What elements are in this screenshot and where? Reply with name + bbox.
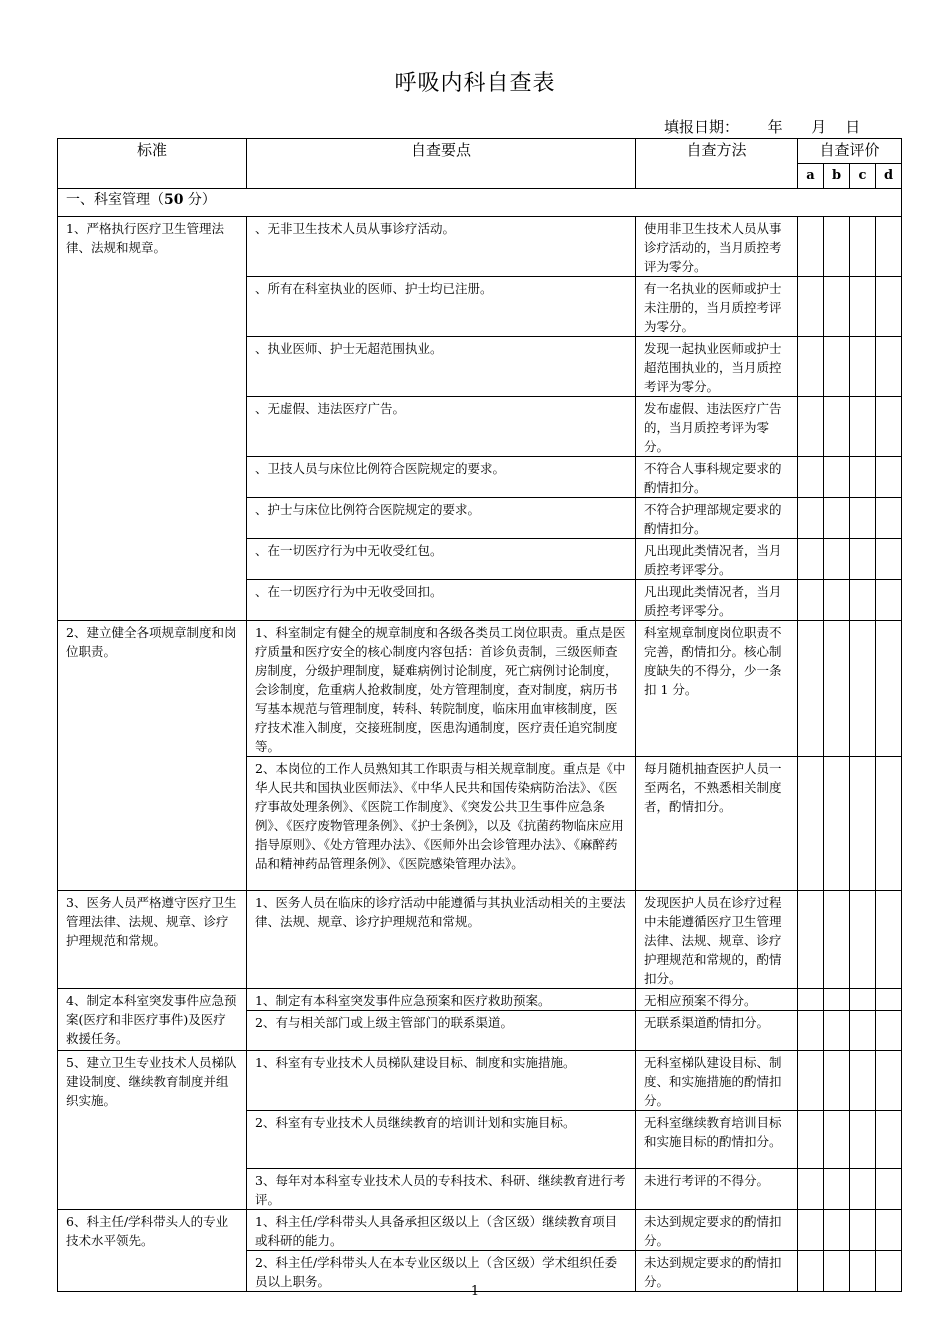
evaluation-cell-a[interactable] <box>798 498 824 539</box>
evaluation-cell-a[interactable] <box>798 1011 824 1051</box>
evaluation-cell-c[interactable] <box>850 1111 876 1169</box>
self-check-table <box>57 138 902 1292</box>
requirement-cell: 、执业医师、护士无超范围执业。 <box>247 337 636 397</box>
evaluation-cell-a[interactable] <box>798 457 824 498</box>
method-cell: 发现一起执业医师或护士超范围执业的，当月质控考评为零分。 <box>636 337 798 397</box>
method-cell: 不符合人事科规定要求的酌情扣分。 <box>636 457 798 498</box>
evaluation-cell-c[interactable] <box>850 457 876 498</box>
evaluation-cell-c[interactable] <box>850 1011 876 1051</box>
requirement-cell: 1、制定有本科室突发事件应急预案和医疗救助预案。 <box>247 989 636 1011</box>
requirement-cell: 2、科主任/学科带头人在本专业区级以上（含区级）学术组织任委员以上职务。 <box>247 1251 636 1292</box>
evaluation-cell-b[interactable] <box>824 277 850 337</box>
evaluation-cell-c[interactable] <box>850 277 876 337</box>
method-cell: 未进行考评的不得分。 <box>636 1169 798 1210</box>
evaluation-cell-c[interactable] <box>850 621 876 757</box>
evaluation-cell-d[interactable] <box>876 1011 902 1051</box>
evaluation-cell-b[interactable] <box>824 1111 850 1169</box>
evaluation-cell-a[interactable] <box>798 891 824 989</box>
evaluation-cell-b[interactable] <box>824 1169 850 1210</box>
requirement-cell: 、无虚假、违法医疗广告。 <box>247 397 636 457</box>
header-method: 自查方法 <box>636 139 798 189</box>
evaluation-cell-c[interactable] <box>850 498 876 539</box>
evaluation-cell-c[interactable] <box>850 217 876 277</box>
evaluation-cell-a[interactable] <box>798 757 824 891</box>
table-row <box>58 891 902 989</box>
requirement-cell: 3、每年对本科室专业技术人员的专科技术、科研、继续教育进行考评。 <box>247 1169 636 1210</box>
method-cell: 使用非卫生技术人员从事诊疗活动的，当月质控考评为零分。 <box>636 217 798 277</box>
evaluation-cell-d[interactable] <box>876 1210 902 1251</box>
method-cell: 每月随机抽查医护人员一至两名，不熟悉相关制度者，酌情扣分。 <box>636 757 798 891</box>
evaluation-cell-d[interactable] <box>876 277 902 337</box>
evaluation-cell-c[interactable] <box>850 337 876 397</box>
standard-cell: 4、制定本科室突发事件应急预案(医疗和非医疗事件)及医疗救援任务。 <box>58 989 247 1051</box>
evaluation-cell-d[interactable] <box>876 337 902 397</box>
table-row <box>58 621 902 757</box>
grade-c: c <box>850 164 876 189</box>
evaluation-cell-b[interactable] <box>824 891 850 989</box>
standard-cell: 6、科主任/学科带头人的专业技术水平领先。 <box>58 1210 247 1292</box>
evaluation-cell-b[interactable] <box>824 539 850 580</box>
evaluation-cell-d[interactable] <box>876 1169 902 1210</box>
section-title <box>58 189 902 217</box>
table-row <box>58 217 902 277</box>
standard-cell: 1、严格执行医疗卫生管理法律、法规和规章。 <box>58 217 247 621</box>
method-cell: 不符合护理部规定要求的酌情扣分。 <box>636 498 798 539</box>
grade-d: d <box>876 164 902 189</box>
evaluation-cell-c[interactable] <box>850 580 876 621</box>
header-evaluation: 自查评价 <box>798 139 902 164</box>
header-standard: 标准 <box>58 139 247 189</box>
evaluation-cell-d[interactable] <box>876 989 902 1011</box>
evaluation-cell-b[interactable] <box>824 397 850 457</box>
method-cell: 发布虚假、违法医疗广告的，当月质控考评为零分。 <box>636 397 798 457</box>
evaluation-cell-b[interactable] <box>824 1210 850 1251</box>
page-number: 1 <box>470 1284 480 1299</box>
evaluation-cell-a[interactable] <box>798 217 824 277</box>
method-cell: 科室规章制度岗位职责不完善，酌情扣分。核心制度缺失的不得分，少一条扣 1 分。 <box>636 621 798 757</box>
section-score: 50 <box>164 192 184 208</box>
evaluation-cell-d[interactable] <box>876 498 902 539</box>
table-row <box>58 989 902 1011</box>
requirement-cell: 2、本岗位的工作人员熟知其工作职责与相关规章制度。重点是《中华人民共和国执业医师法》、《中华人民共和国传染病防治法》、《医疗事故处理条例》、《医院工作制度》、《突发公共卫生事件应急条例》、《医疗废物管理条例》、《护士条例》，以及《抗菌药物临床应用指导原则》、《处方管理办法》、《医师外出会诊管理办法》、《麻醉药品和精神药品管理条例》、《医院感染管理办法》。 <box>247 757 636 891</box>
page-title: 呼吸内科自查表 <box>394 71 556 96</box>
evaluation-cell-a[interactable] <box>798 989 824 1011</box>
evaluation-cell-c[interactable] <box>850 1051 876 1111</box>
requirement-cell: 1、科室制定有健全的规章制度和各级各类员工岗位职责。重点是医疗质量和医疗安全的核心制度内容包括：首诊负责制，三级医师查房制度，分级护理制度，疑难病例讨论制度，死亡病例讨论制度，会诊制度，危重病人抢救制度，处方管理制度，查对制度，病历书写基本规范与管理制度，转科、转院制度，临床用血审核制度，医疗技术准入制度，交接班制度，医患沟通制度，医疗责任追究制度等。 <box>247 621 636 757</box>
method-cell: 未达到规定要求的酌情扣分。 <box>636 1210 798 1251</box>
evaluation-cell-b[interactable] <box>824 1011 850 1051</box>
method-cell: 无科室梯队建设目标、制度、和实施措施的酌情扣分。 <box>636 1051 798 1111</box>
evaluation-cell-b[interactable] <box>824 1051 850 1111</box>
requirement-cell: 、在一切医疗行为中无收受红包。 <box>247 539 636 580</box>
evaluation-cell-a[interactable] <box>798 277 824 337</box>
standard-cell: 5、建立卫生专业技术人员梯队建设制度、继续教育制度并组织实施。 <box>58 1051 247 1210</box>
evaluation-cell-b[interactable] <box>824 621 850 757</box>
evaluation-cell-c[interactable] <box>850 1169 876 1210</box>
requirement-cell: 1、医务人员在临床的诊疗活动中能遵循与其执业活动相关的主要法律、法规、规章、诊疗护理规范和常规。 <box>247 891 636 989</box>
requirement-cell: 、护士与床位比例符合医院规定的要求。 <box>247 498 636 539</box>
evaluation-cell-a[interactable] <box>798 397 824 457</box>
header-requirements: 自查要点 <box>247 139 636 189</box>
evaluation-cell-a[interactable] <box>798 1051 824 1111</box>
requirement-cell: 、在一切医疗行为中无收受回扣。 <box>247 580 636 621</box>
evaluation-cell-b[interactable] <box>824 457 850 498</box>
evaluation-cell-d[interactable] <box>876 1111 902 1169</box>
method-cell: 无相应预案不得分。 <box>636 989 798 1011</box>
evaluation-cell-b[interactable] <box>824 217 850 277</box>
requirement-cell: 1、科主任/学科带头人具备承担区级以上（含区级）继续教育项目或科研的能力。 <box>247 1210 636 1251</box>
evaluation-cell-d[interactable] <box>876 891 902 989</box>
evaluation-cell-a[interactable] <box>798 1169 824 1210</box>
evaluation-cell-b[interactable] <box>824 757 850 891</box>
evaluation-cell-c[interactable] <box>850 891 876 989</box>
evaluation-cell-c[interactable] <box>850 757 876 891</box>
evaluation-cell-d[interactable] <box>876 539 902 580</box>
evaluation-cell-a[interactable] <box>798 337 824 397</box>
method-cell: 无联系渠道酌情扣分。 <box>636 1011 798 1051</box>
grade-b: b <box>824 164 850 189</box>
evaluation-cell-c[interactable] <box>850 539 876 580</box>
evaluation-cell-b[interactable] <box>824 989 850 1011</box>
evaluation-cell-b[interactable] <box>824 337 850 397</box>
standard-cell: 3、医务人员严格遵守医疗卫生管理法律、法规、规章、诊疗护理规范和常规。 <box>58 891 247 989</box>
fill-date: 填报日期： 年 月 日 <box>664 118 861 136</box>
evaluation-cell-a[interactable] <box>798 580 824 621</box>
table-row <box>58 1051 902 1111</box>
evaluation-cell-d[interactable] <box>876 217 902 277</box>
evaluation-cell-c[interactable] <box>850 397 876 457</box>
evaluation-cell-b[interactable] <box>824 580 850 621</box>
evaluation-cell-b[interactable] <box>824 498 850 539</box>
section-title-prefix: 一、科室管理（ <box>66 192 164 208</box>
requirement-cell: 、卫技人员与床位比例符合医院规定的要求。 <box>247 457 636 498</box>
requirement-cell: 1、科室有专业技术人员梯队建设目标、制度和实施措施。 <box>247 1051 636 1111</box>
method-cell: 凡出现此类情况者，当月质控考评零分。 <box>636 539 798 580</box>
evaluation-cell-d[interactable] <box>876 757 902 891</box>
evaluation-cell-a[interactable] <box>798 1111 824 1169</box>
method-cell: 凡出现此类情况者，当月质控考评零分。 <box>636 580 798 621</box>
requirement-cell: 、无非卫生技术人员从事诊疗活动。 <box>247 217 636 277</box>
method-cell: 发现医护人员在诊疗过程中未能遵循医疗卫生管理法律、法规、规章、诊疗护理规范和常规的，酌情扣分。 <box>636 891 798 989</box>
section-title-suffix: 分） <box>183 192 216 208</box>
evaluation-cell-a[interactable] <box>798 539 824 580</box>
grade-a: a <box>798 164 824 189</box>
evaluation-cell-d[interactable] <box>876 397 902 457</box>
standard-cell: 2、建立健全各项规章制度和岗位职责。 <box>58 621 247 891</box>
evaluation-cell-d[interactable] <box>876 580 902 621</box>
evaluation-cell-c[interactable] <box>850 1210 876 1251</box>
evaluation-cell-d[interactable] <box>876 1051 902 1111</box>
evaluation-cell-d[interactable] <box>876 457 902 498</box>
requirement-cell: 2、有与相关部门或上级主管部门的联系渠道。 <box>247 1011 636 1051</box>
table-row <box>58 1210 902 1251</box>
evaluation-cell-a[interactable] <box>798 1210 824 1251</box>
evaluation-cell-c[interactable] <box>850 989 876 1011</box>
requirement-cell: 、所有在科室执业的医师、护士均已注册。 <box>247 277 636 337</box>
method-cell: 未达到规定要求的酌情扣分。 <box>636 1251 798 1292</box>
requirement-cell: 2、科室有专业技术人员继续教育的培训计划和实施目标。 <box>247 1111 636 1169</box>
evaluation-cell-a[interactable] <box>798 621 824 757</box>
method-cell: 有一名执业的医师或护士未注册的，当月质控考评为零分。 <box>636 277 798 337</box>
evaluation-cell-d[interactable] <box>876 621 902 757</box>
method-cell: 无科室继续教育培训目标和实施目标的酌情扣分。 <box>636 1111 798 1169</box>
